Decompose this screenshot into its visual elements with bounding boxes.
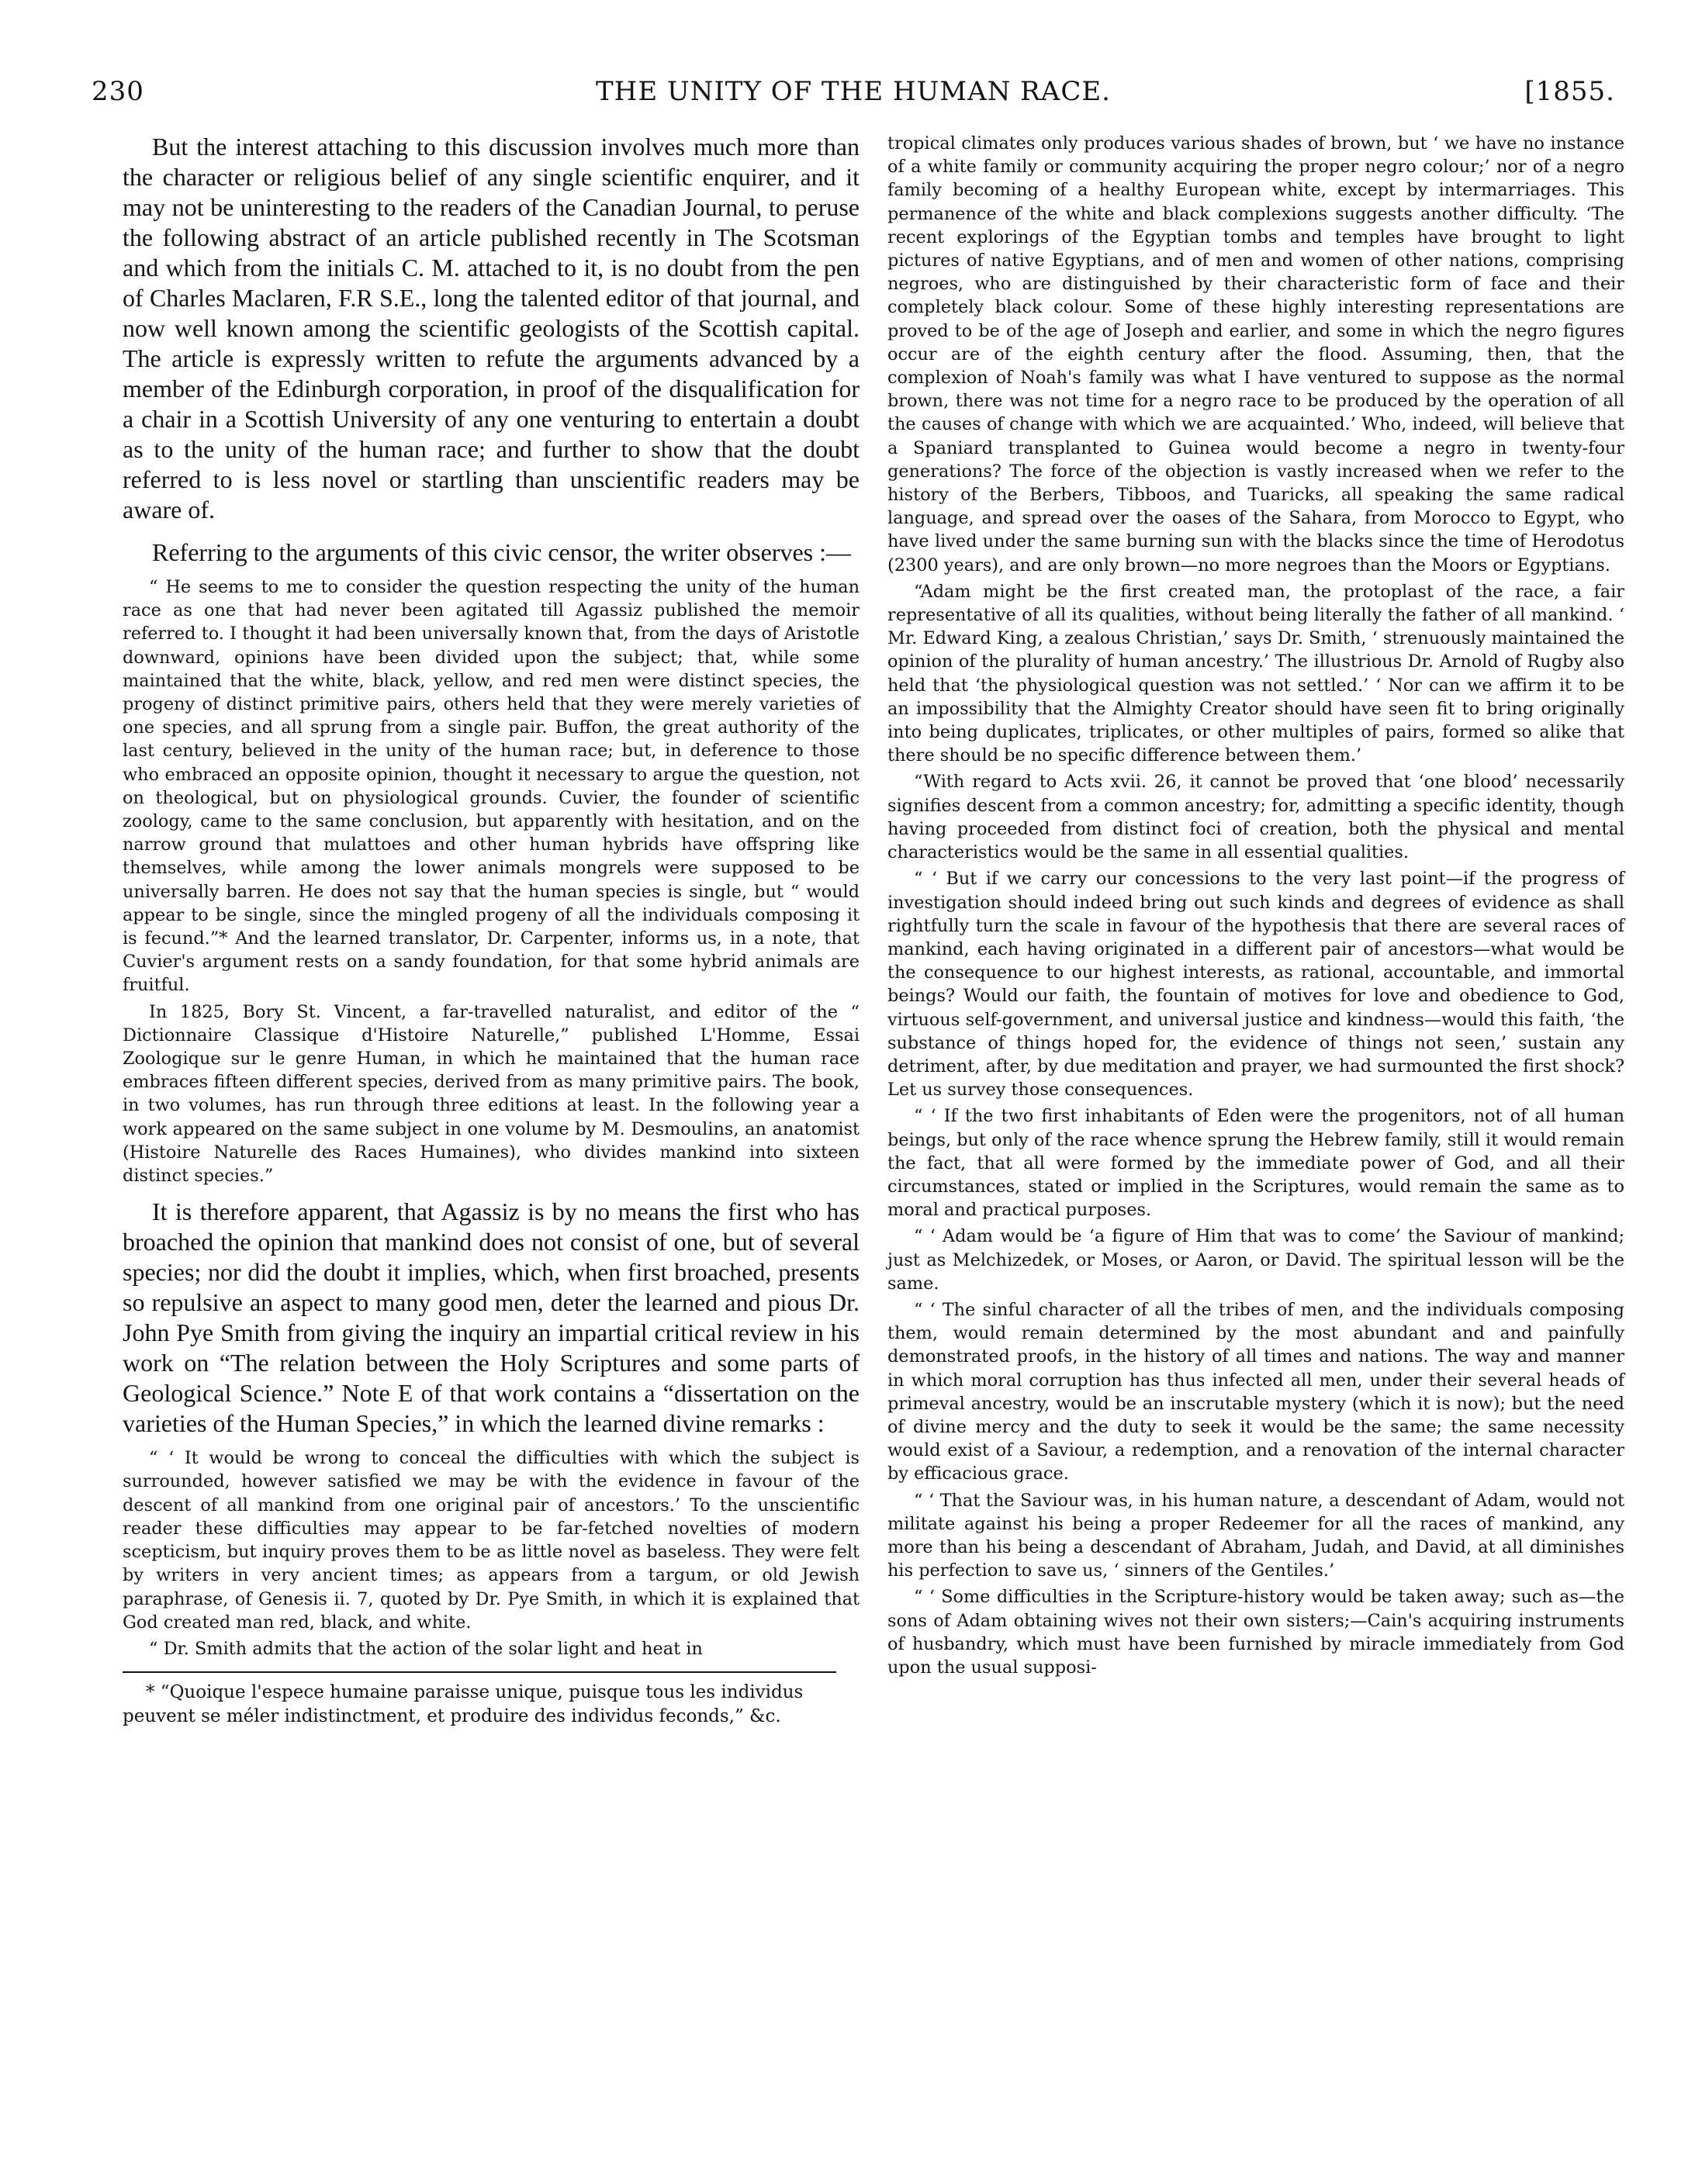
quoted-paragraph: In 1825, Bory St. Vincent, a far-travelled naturalist, and editor of the “ Dictionnaire Classique d'Histoire Naturelle,” published L'Homme, Essai Zoologique sur le genre Human, in which he maintained that the human race embraces fifteen different species, derived from as many primitive pairs. The book, in two volumes, has run through three editions at least. In the following year a work appeared on the same subject in one volume by M. Desmoulins, an anatomist (Histoire Naturelle des Races Humaines), who divides mankind into sixteen distinct species.” [123, 1001, 860, 1187]
paragraph: But the interest attaching to this discussion involves much more than the character or religious belief of any single scientific enquirer, and it may not be uninteresting to the readers of the Canadian Journal, to peruse the following abstract of an article published recently in The Scotsman and which from the initials C. M. attached to it, is no doubt from the pen of Charles Maclaren, F.R S.E., long the talented editor of that journal, and now well known among the scientific geologists of the Scottish capital. The article is expressly written to refute the arguments advanced by a member of the Edinburgh corporation, in proof of the disqualification for a chair in a Scottish University of any one venturing to entertain a doubt as to the unity of the human race; and further to show that the doubt referred to is less novel or startling than unscientific readers may be aware of. [123, 133, 860, 524]
volume-year: [1855. [1524, 76, 1615, 107]
footnote-rule [123, 1671, 836, 1673]
quoted-paragraph: “Adam might be the first created man, the protoplast of the race, a fair representative of all its qualities, without being literally the father of all mankind. ‘ Mr. Edward King, a zealous Christian,’ says Dr. Smith, ‘ strenuously maintained the opinion of the plurality of human ancestry.’ The illustrious Dr. Arnold of Rugby also held that ‘the physiological question was not settled.’ ‘ Nor can we affirm it to be an impossibility that the Almighty Creator should have seen fit to bring originally into being duplicates, triplicates, or other multiples of pairs, formed so alike that there should be no specific difference between them.’ [887, 581, 1624, 766]
footnote: * “Quoique l'espece humaine paraisse unique, puisque tous les individus peuvent se méler indistinctment, et produire des individus feconds,” &c. [123, 1682, 804, 1727]
left-column [123, 132, 860, 1729]
quoted-paragraph: tropical climates only produces various shades of brown, but ‘ we have no instance of a white family or community acquiring the proper negro colour;’ nor of a negro family becoming of a healthy European white, except by intermarriages. This permanence of the white and black complexions suggests another difficulty. ‘The recent explorings of the Egyptian tombs and temples have brought to light pictures of native Egyptians, and of men and women of other nations, comprising negroes, who are distinguished by their characteristic form of face and their completely black colour. Some of these highly interesting representations are proved to be of the age of Joseph and earlier, and some in which the negro figures occur are of the eighth century after the flood. Assuming, then, that the complexion of Noah's family was what I have ventured to suppose as the normal brown, there was not time for a negro race to be produced by the operation of all the causes of change with which we are acquainted.’ Who, indeed, will believe that a Spaniard transplanted to Guinea would become a negro in twenty-four generations? The force of the objection is vastly increased when we refer to the history of the Berbers, Tibboos, and Tuaricks, all speaking the same radical language, and spread over the oases of the Sahara, from Morocco to Egypt, who have lived under the same burning sun with the blacks since the time of Herodotus (2300 years), and are only brown—no more negroes than the Moors or Egyptians. [887, 133, 1624, 575]
quoted-paragraph: “ ‘ If the two first inhabitants of Eden were the progenitors, not of all human beings, but only of the race whence sprung the Hebrew family, still it would remain the fact, that all were formed by the immediate power of God, and all their circumstances, stated or implied in the Scriptures, would remain the same as to moral and practical purposes. [887, 1106, 1624, 1221]
quoted-paragraph: “ ‘ That the Saviour was, in his human nature, a descendant of Adam, would not militate against his being a proper Redeemer for all the races of mankind, any more than his being a descendant of Abraham, Judah, and David, at all diminishes his perfection to save us, ‘ sinners of the Gentiles.’ [887, 1490, 1624, 1581]
running-header [92, 76, 1615, 116]
paragraph: It is therefore apparent, that Agassiz is by no means the first who has broached the opinion that mankind does not consist of one, but of several species; nor did the doubt it implies, which, when first broached, presents so repulsive an aspect to many good men, deter the learned and pious Dr. John Pye Smith from giving the inquiry an impartial critical review in his work on “The relation between the Holy Scriptures and some parts of Geological Science.” Note E of that work contains a “dissertation on the varieties of the Human Species,” in which the learned divine remarks : [123, 1197, 860, 1438]
page-number: 230 [92, 76, 144, 107]
quoted-paragraph: “ ‘ Some difficulties in the Scripture-history would be taken away; such as—the sons of Adam obtaining wives not their own sisters;—Cain's acquiring instruments of husbandry, which must have been furnished by miracle immediately from God upon the usual supposi- [887, 1587, 1624, 1678]
quoted-paragraph: “ ‘ It would be wrong to conceal the difficulties with which the subject is surrounded, however satisfied we may be with the evidence in favour of the descent of all mankind from one original pair of ancestors.’ To the unscientific reader these difficulties may appear to be far-fetched novelties of modern scepticism, but inquiry proves them to be as little novel as baseless. They were felt by writers in very ancient times; as appears from a targum, or old Jewish paraphrase, of Genesis ii. 7, quoted by Dr. Pye Smith, in which it is explained that God created man red, black, and white. [123, 1448, 860, 1633]
running-title: THE UNITY OF THE HUMAN RACE. [596, 76, 1111, 107]
quoted-paragraph: “With regard to Acts xvii. 26, it cannot be proved that ‘one blood’ necessarily signifies descent from a common ancestry; for, admitting a specific identity, though having proceeded from distinct foci of creation, both the physical and mental characteristics would be the same in all essential qualities. [887, 772, 1624, 863]
quoted-paragraph: “ ‘ But if we carry our concessions to the very last point—if the progress of investigation should indeed bring out such kinds and degrees of evidence as shall rightfully turn the scale in favour of the hypothesis that there are several races of mankind, each having originated in a different pair of ancestors—what would be the consequence to our highest interests, as rational, accountable, and immortal beings? Would our faith, the fountain of motives for love and obedience to God, virtuous self-government, and universal justice and kindness—would this faith, ‘the substance of things hoped for, the evidence of things not seen,’ sustain any detriment, after, by due meditation and prayer, we had surmounted the first shock? Let us survey those consequences. [887, 869, 1624, 1101]
paragraph: Referring to the arguments of this civic censor, the writer observes :— [152, 538, 851, 566]
quoted-paragraph: “ ‘ Adam would be ‘a figure of Him that was to come’ the Saviour of mankind; just as Melchizedek, or Moses, or Aaron, or David. The spiritual lesson will be the same. [887, 1226, 1624, 1294]
quoted-paragraph: “ Dr. Smith admits that the action of the solar light and heat in [149, 1638, 703, 1659]
right-column [887, 132, 1624, 1682]
quoted-paragraph: “ ‘ The sinful character of all the tribes of men, and the individuals composing them, would remain determined by the most abundant and and painfully demonstrated proofs, in the history of all times and nations. The way and manner in which moral corruption has thus infected all men, under their several heads of primeval ancestry, would be an inscrutable mystery (which it is now); but the need of divine mercy and the duty to seek it would be the same; the same necessity would exist of a Saviour, a redemption, and a renovation of the internal character by efficacious grace. [887, 1299, 1624, 1484]
quoted-paragraph: “ He seems to me to consider the question respecting the unity of the human race as one that had never been agitated till Agassiz published the memoir referred to. I thought it had been universally known that, from the days of Aristotle downward, opinions have been divided upon the subject; that, while some maintained that the white, black, yellow, and red men were distinct species, the progeny of distinct primitive pairs, others held that they were merely varieties of one species, and all sprung from a single pair. Buffon, the great authority of the last century, believed in the unity of the human race; but, in deference to those who embraced an opposite opinion, thought it necessary to argue the question, not on theological, but on physiological grounds. Cuvier, the founder of scientific zoology, came to the same conclusion, but apparently with hesitation, and on the narrow ground that mulattoes and other human hybrids have offspring like themselves, while among the lower animals mongrels were supposed to be universally barren. He does not say that the human species is single, but “ would appear to be single, since the mingled progeny of all the individuals composing it is fecund.”* And the learned translator, Dr. Carpenter, informs us, in a note, that Cuvier's argument rests on a sandy foundation, for that some hybrid animals are fruitful. [123, 577, 860, 996]
